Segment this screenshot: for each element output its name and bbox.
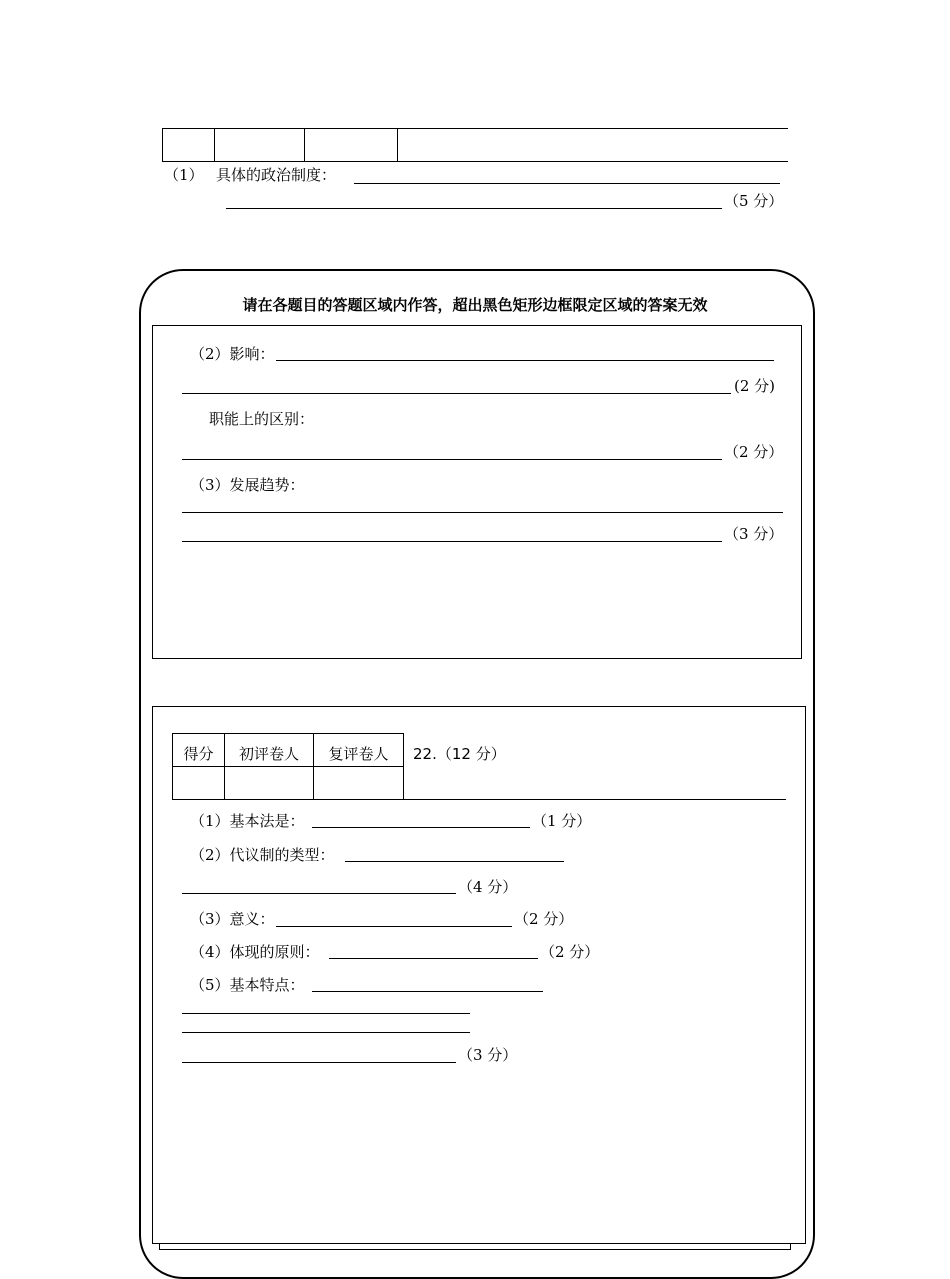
bottom-border — [159, 1244, 791, 1250]
q22-header-line — [404, 799, 786, 800]
features-answer-line-2[interactable] — [182, 1013, 470, 1014]
score-table-cell[interactable] — [224, 766, 314, 800]
features-text: （5）基本特点： — [190, 976, 305, 994]
rep-type-score: （4 分） — [458, 878, 518, 896]
q1-answer-line[interactable] — [354, 183, 780, 184]
q1-score: （5 分） — [724, 192, 784, 210]
q3-text: （3）发展趋势： — [190, 476, 305, 494]
principle-score: （2 分） — [540, 943, 600, 961]
features-answer-line-3[interactable] — [182, 1032, 470, 1033]
q2-text: （2）影响： — [190, 345, 275, 363]
top-table-divider — [304, 128, 305, 162]
q3-score: （3 分） — [724, 525, 784, 543]
features-answer-line-4[interactable] — [182, 1062, 456, 1063]
basic-law-score: （1 分） — [532, 812, 592, 830]
func-diff-text: 职能上的区别： — [209, 410, 315, 428]
answer-notice: 请在各题目的答题区域内作答，超出黑色矩形边框限定区域的答案无效 — [242, 296, 708, 314]
meaning-answer-line[interactable] — [276, 926, 512, 927]
q2-answer-line[interactable] — [276, 360, 774, 361]
top-table-divider — [397, 128, 398, 162]
top-table-top-border — [162, 128, 788, 129]
func-diff-score: （2 分） — [724, 443, 784, 461]
q1-label: （1） — [164, 166, 204, 184]
top-table-divider — [162, 128, 163, 162]
rep-type-answer-line[interactable] — [345, 861, 564, 862]
func-diff-answer-line[interactable] — [182, 459, 722, 460]
score-table-cell[interactable] — [313, 766, 404, 800]
basic-law-text: （1）基本法是： — [190, 812, 305, 830]
principle-text: （4）体现的原则： — [190, 943, 320, 961]
top-table-bottom-border — [162, 161, 788, 162]
top-table-divider — [214, 128, 215, 162]
rep-type-answer-line-2[interactable] — [182, 893, 456, 894]
first-reviewer-header: 初评卷人 — [238, 745, 299, 763]
second-reviewer-header: 复评卷人 — [328, 745, 389, 763]
features-answer-line[interactable] — [312, 991, 543, 992]
q22-title: 22.（12 分） — [413, 745, 506, 763]
principle-answer-line[interactable] — [329, 958, 538, 959]
q1-answer-line-2[interactable] — [226, 208, 722, 209]
score-header: 得分 — [183, 745, 214, 763]
meaning-score: （2 分） — [514, 910, 574, 928]
q2-answer-line-2[interactable] — [182, 393, 731, 394]
basic-law-answer-line[interactable] — [312, 827, 530, 828]
score-table-cell[interactable] — [172, 766, 225, 800]
features-score: （3 分） — [458, 1046, 518, 1064]
rep-type-text: （2）代议制的类型： — [190, 846, 335, 864]
q2-score: (2 分) — [734, 377, 776, 395]
q3-answer-line[interactable] — [182, 512, 783, 513]
q1-text: 具体的政治制度： — [216, 166, 337, 184]
meaning-text: （3）意义： — [190, 910, 275, 928]
q3-answer-line-2[interactable] — [182, 541, 722, 542]
